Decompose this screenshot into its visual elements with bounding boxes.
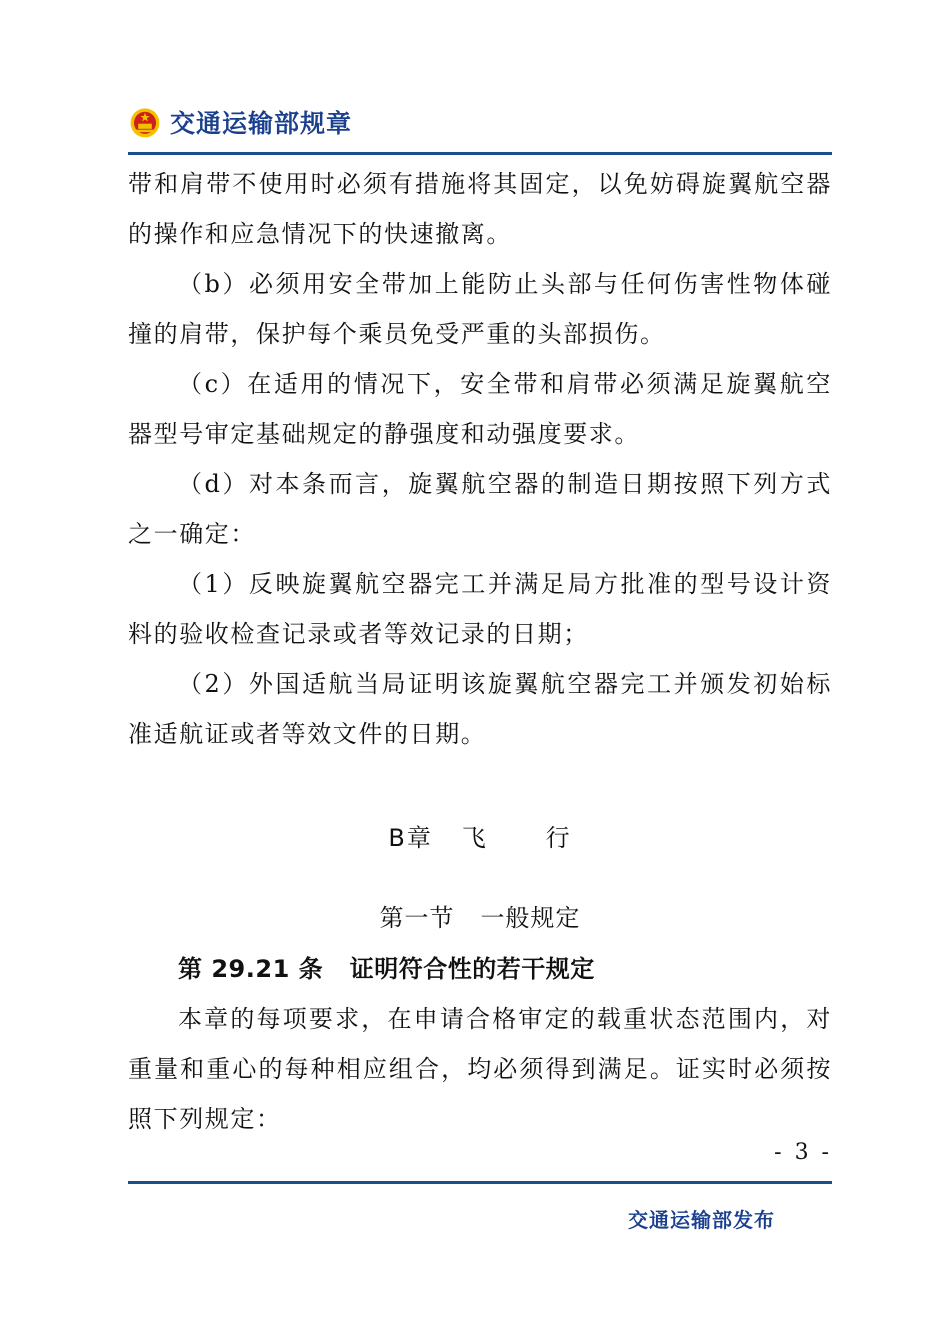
section-heading <box>128 898 832 933</box>
national-emblem-icon <box>128 105 162 139</box>
page-number: - 3 - <box>774 1140 832 1165</box>
chapter-label: B章 <box>388 824 433 852</box>
paragraph: 带和肩带不使用时必须有措施将其固定，以免妨碍旋翼航空器的操作和应急情况下的快速撤离。 <box>128 170 832 248</box>
chapter-title-part: 飞 <box>461 824 488 852</box>
chapter-title-part: 行 <box>545 824 572 852</box>
paragraph: （b）必须用安全带加上能防止头部与任何伤害性物体碰撞的肩带，保护每个乘员免受严重的头部损伤。 <box>128 270 832 348</box>
body-text-bottom <box>128 994 832 1144</box>
chapter-heading <box>128 818 832 853</box>
article-number: 第 29.21 条 <box>178 955 324 983</box>
footer-divider <box>128 1181 832 1184</box>
paragraph: 本章的每项要求，在申请合格审定的载重状态范围内，对重量和重心的每种相应组合，均必须得到满足。证实时必须按照下列规定： <box>128 1005 832 1133</box>
page-header <box>128 100 352 144</box>
body-text-top <box>128 159 832 759</box>
section-title: 一般规定 <box>480 904 581 932</box>
paragraph: （c）在适用的情况下，安全带和肩带必须满足旋翼航空器型号审定基础规定的静强度和动强度要求。 <box>128 370 832 448</box>
footer-publisher: 交通运输部发布 <box>628 1208 775 1232</box>
paragraph: （1）反映旋翼航空器完工并满足局方批准的型号设计资料的验收检查记录或者等效记录的日期； <box>128 570 832 648</box>
article-heading <box>178 944 595 994</box>
header-divider <box>128 152 832 155</box>
article-title: 证明符合性的若干规定 <box>349 955 595 983</box>
paragraph: （d）对本条而言，旋翼航空器的制造日期按照下列方式之一确定： <box>128 470 832 548</box>
section-number: 第一节 <box>379 904 455 932</box>
paragraph: （2）外国适航当局证明该旋翼航空器完工并颁发初始标准适航证或者等效文件的日期。 <box>128 670 832 748</box>
header-title: 交通运输部规章 <box>170 109 353 138</box>
